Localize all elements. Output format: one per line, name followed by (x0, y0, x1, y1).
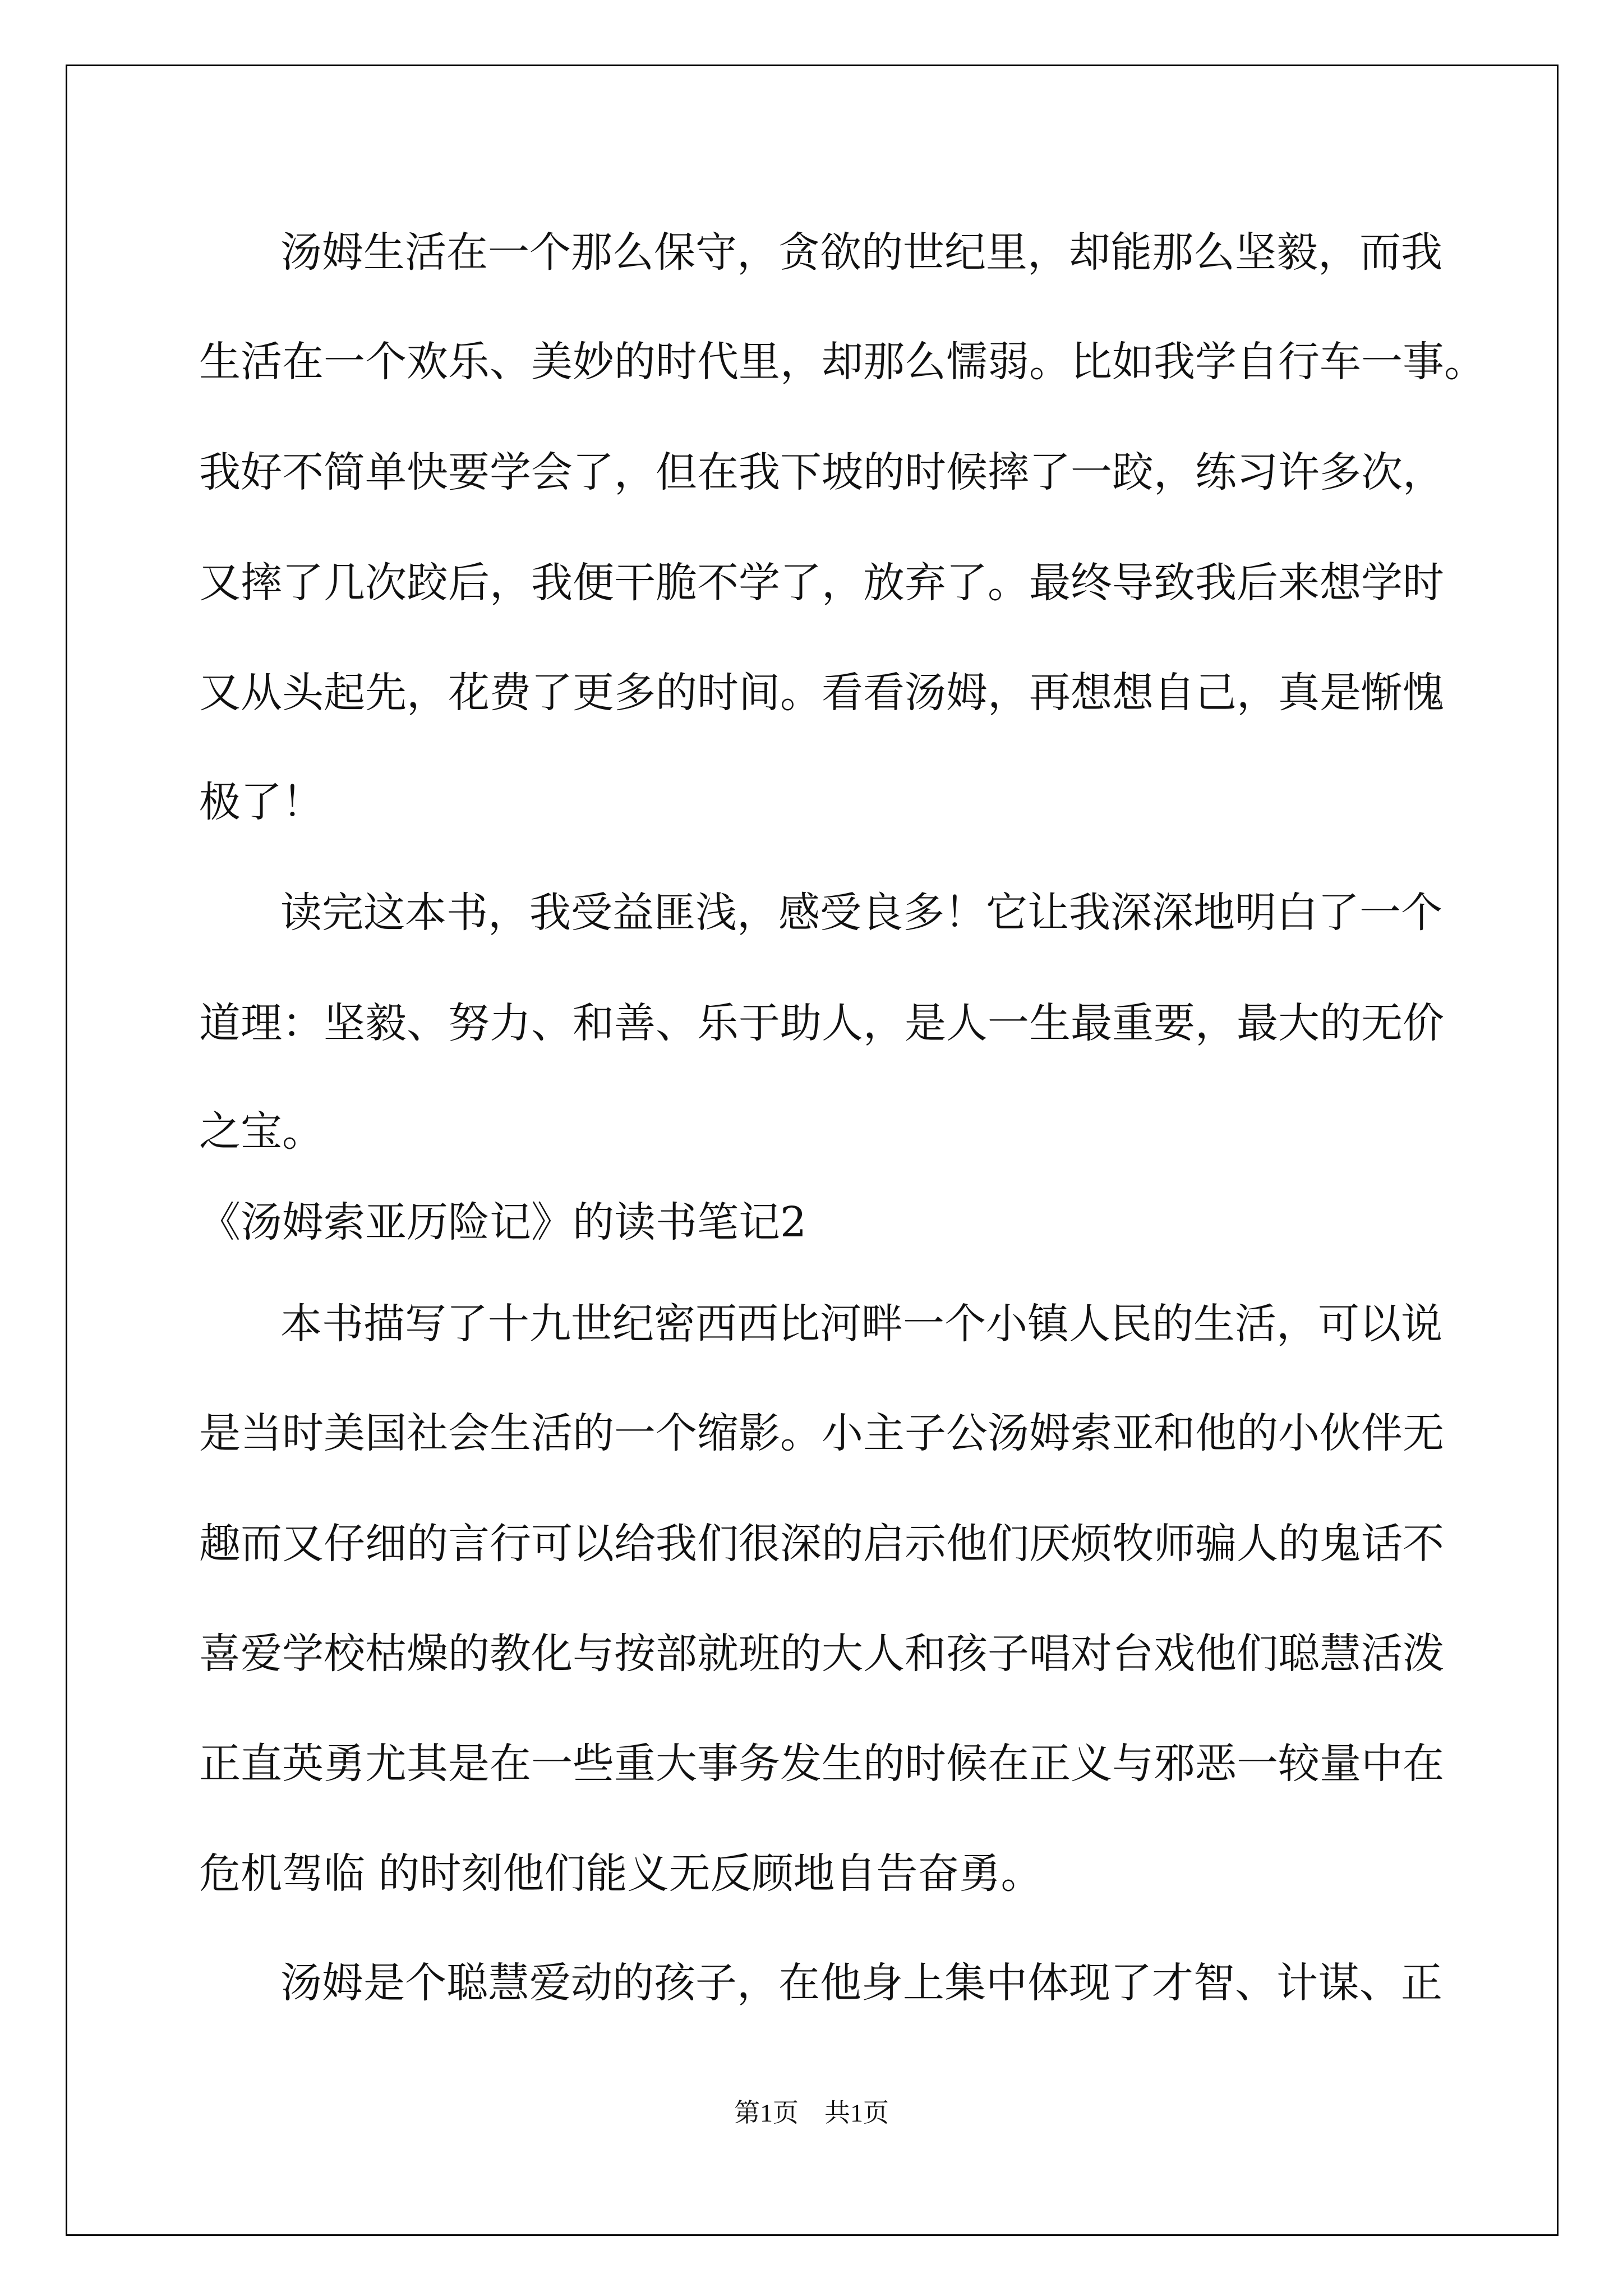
text-line: 本书描写了十九世纪密西西比河畔一个小镇人民的生活，可以说 (280, 1300, 1442, 1348)
text-line: 读完这本书，我受益匪浅，感受良多！它让我深深地明白了一个 (280, 889, 1442, 937)
text-line: 之宝。 (199, 1107, 324, 1156)
text-line: 极了！ (199, 778, 324, 826)
text-line: 汤姆生活在一个那么保守，贪欲的世纪里，却能那么坚毅，而我 (280, 228, 1442, 277)
text-line: 道理：坚毅、努力、和善、乐于助人，是人一生最重要，最大的无价 (199, 999, 1444, 1047)
text-line: 危机驾临 的时刻他们能义无反顾地自告奋勇。 (199, 1849, 1043, 1898)
page-footer: 第1页 共1页 (734, 2099, 889, 2127)
text-line: 汤姆是个聪慧爱动的孩子，在他身上集中体现了才智、计谋、正 (280, 1959, 1442, 2007)
text-line: 又从头起先，花费了更多的时间。看看汤姆，再想想自己，真是惭愧 (199, 669, 1444, 717)
text-line: 生活在一个欢乐、美妙的时代里，却那么懦弱。比如我学自行车一事。 (199, 338, 1486, 386)
text-line: 我好不简单快要学会了，但在我下坡的时候摔了一跤，练习许多次， (199, 448, 1444, 496)
text-line: 又摔了几次跤后，我便干脆不学了，放弃了。最终导致我后来想学时 (199, 559, 1444, 607)
text-line: 是当时美国社会生活的一个缩影。小主子公汤姆索亚和他的小伙伴无 (199, 1409, 1444, 1457)
text-line: 正直英勇尤其是在一些重大事务发生的时候在正义与邪恶一较量中在 (199, 1740, 1444, 1788)
text-line: 趣而又仔细的言行可以给我们很深的启示他们厌烦牧师骗人的鬼话不 (199, 1520, 1444, 1568)
section-heading: 《汤姆索亚历险记》的读书笔记2 (199, 1198, 807, 1246)
text-line: 喜爱学校枯燥的教化与按部就班的大人和孩子唱对台戏他们聪慧活泼 (199, 1630, 1444, 1678)
